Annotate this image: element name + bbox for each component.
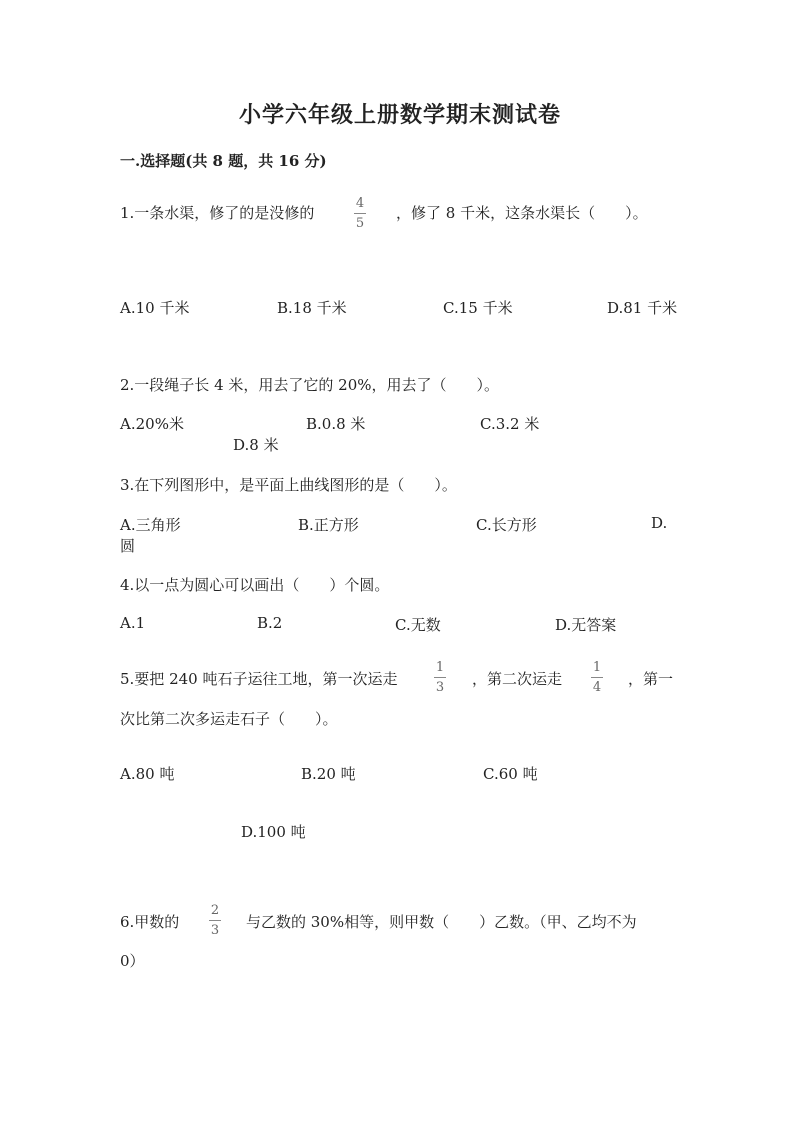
- q5-option-b[interactable]: B.20 吨: [301, 765, 356, 783]
- fraction-numerator: 1: [435, 660, 445, 675]
- question-5-fraction-1: [434, 661, 446, 694]
- q3-option-a[interactable]: A.三角形: [120, 516, 181, 534]
- q2-option-b[interactable]: B.0.8 米: [306, 415, 366, 433]
- question-6-text-before: 6.甲数的: [120, 913, 180, 931]
- q3-option-d[interactable]: D.: [651, 514, 668, 532]
- q1-option-a[interactable]: A.10 千米: [120, 299, 190, 317]
- question-4-text: 4.以一点为圆心可以画出（ ）个圆。: [120, 576, 390, 594]
- question-5-fraction-2: [591, 661, 603, 694]
- question-2-text: 2.一段绳子长 4 米，用去了它的 20%，用去了（ ）。: [120, 376, 500, 394]
- question-3-text: 3.在下列图形中，是平面上曲线图形的是（ ）。: [120, 476, 457, 494]
- q3-option-c[interactable]: C.长方形: [476, 516, 537, 534]
- question-1-text-after: ，修了 8 千米，这条水渠长（ ）。: [396, 204, 648, 222]
- q2-option-d[interactable]: D.8 米: [233, 436, 279, 454]
- question-6-text-line2: 0）: [120, 952, 145, 970]
- q5-option-a[interactable]: A.80 吨: [120, 765, 175, 783]
- fraction-denominator: 3: [210, 923, 220, 938]
- fraction-bar: [434, 677, 446, 678]
- fraction-bar: [209, 920, 221, 921]
- q5-option-d[interactable]: D.100 吨: [241, 823, 306, 841]
- q1-option-c[interactable]: C.15 千米: [443, 299, 513, 317]
- q4-option-a[interactable]: A.1: [120, 614, 146, 632]
- q4-option-c[interactable]: C.无数: [395, 616, 441, 634]
- fraction-numerator: 4: [355, 196, 365, 211]
- question-6-text-after: 与乙数的 30%相等，则甲数（ ）乙数。（甲、乙均不为: [246, 913, 637, 931]
- question-6-fraction: [209, 904, 221, 937]
- q2-option-a[interactable]: A.20%米: [120, 415, 184, 433]
- page-title: 小学六年级上册数学期末测试卷: [238, 102, 561, 128]
- q2-option-c[interactable]: C.3.2 米: [480, 415, 540, 433]
- question-5-text-middle: ，第二次运走: [472, 670, 563, 688]
- q1-option-b[interactable]: B.18 千米: [277, 299, 347, 317]
- q4-option-b[interactable]: B.2: [257, 614, 283, 632]
- question-5-text-after: ，第一: [628, 670, 674, 688]
- fraction-bar: [591, 677, 603, 678]
- question-5-text-before: 5.要把 240 吨石子运往工地，第一次运走: [120, 670, 398, 688]
- q4-option-d[interactable]: D.无答案: [555, 616, 617, 634]
- fraction-bar: [354, 213, 366, 214]
- question-5-text-line2: 次比第二次多运走石子（ ）。: [120, 710, 338, 728]
- fraction-denominator: 3: [435, 680, 445, 695]
- q1-option-d[interactable]: D.81 千米: [607, 299, 678, 317]
- fraction-numerator: 2: [210, 903, 220, 918]
- q3-option-d-wrap: 圆: [120, 537, 136, 555]
- q3-option-b[interactable]: B.正方形: [298, 516, 359, 534]
- fraction-denominator: 5: [355, 216, 365, 231]
- question-1-text-before: 1.一条水渠，修了的是没修的: [120, 204, 315, 222]
- q5-option-c[interactable]: C.60 吨: [483, 765, 538, 783]
- fraction-denominator: 4: [592, 680, 602, 695]
- section-heading: 一.选择题(共 8 题，共 16 分): [120, 152, 327, 170]
- question-1-fraction: [354, 197, 366, 230]
- fraction-numerator: 1: [592, 660, 602, 675]
